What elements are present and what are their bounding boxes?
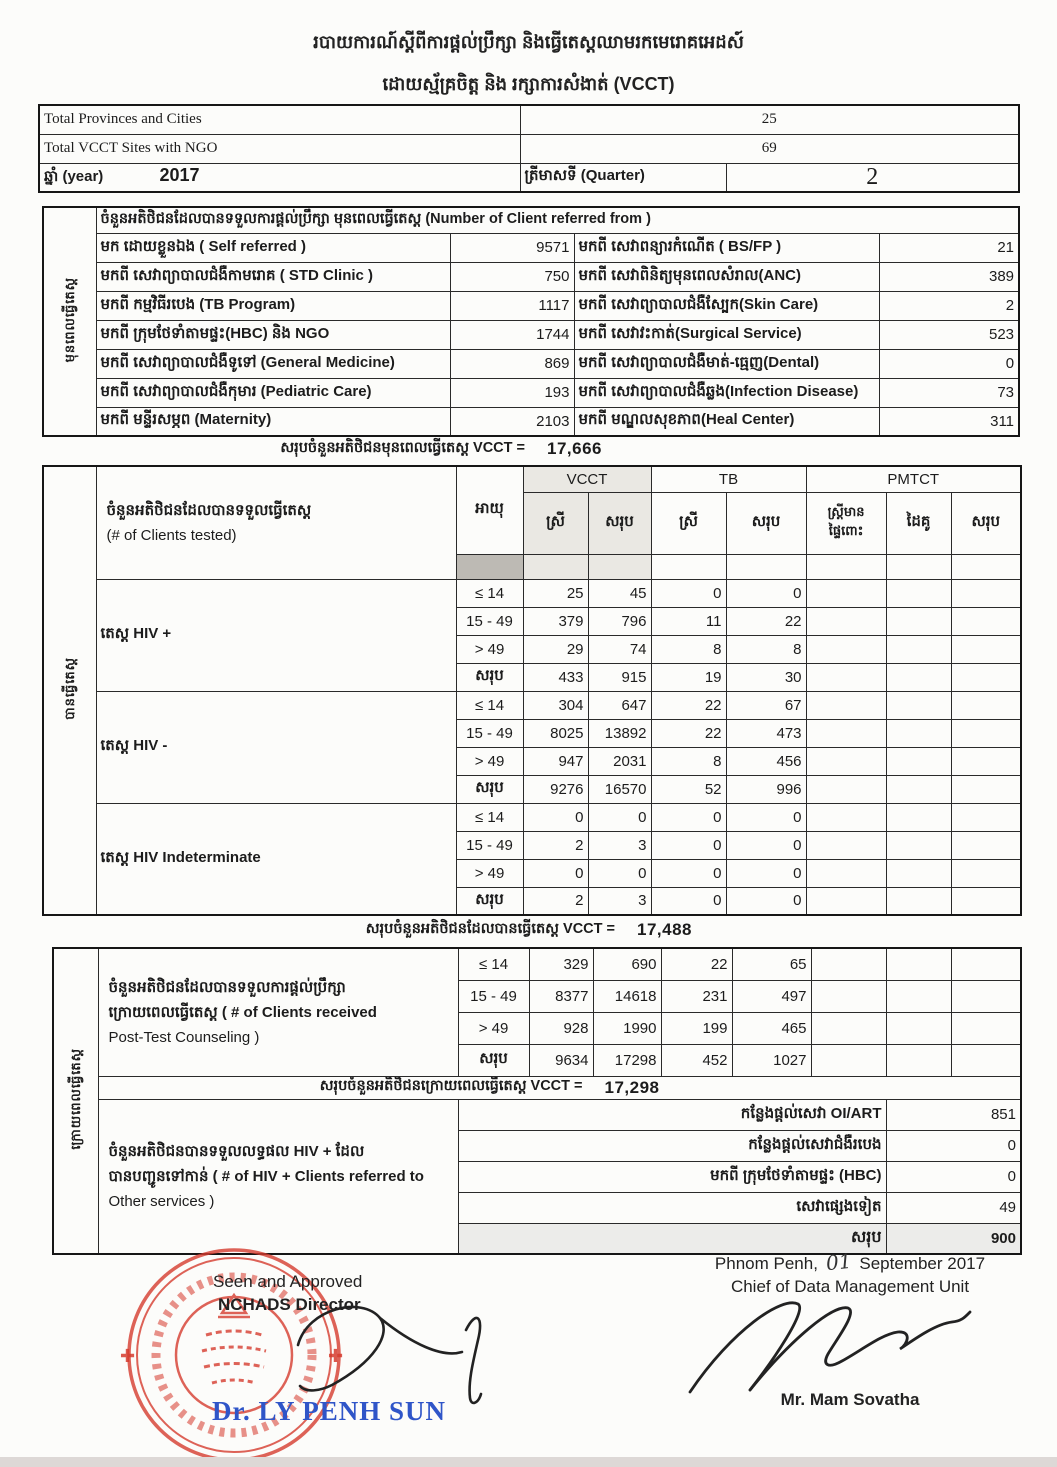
value-cell: 2031 (588, 747, 651, 775)
value-cell: 3 (588, 887, 651, 915)
age-total-cell: សរុប (456, 775, 523, 803)
value-cell: 379 (523, 607, 588, 635)
empty-cell (951, 607, 1021, 635)
age-cell: > 49 (456, 747, 523, 775)
approved-line2: NCHADS Director (218, 1295, 361, 1314)
block-label-hiv-negative: តេស្ត HIV - (96, 691, 456, 803)
value-cell: 2 (523, 831, 588, 859)
referral-header: ចំនួនអតិថិជនដែលបានទទួលការផ្តល់ប្រឹក្សា មុនពេលធ្វើតេស្ត (Number of Client referred from ) (96, 207, 1019, 233)
pretest-summary-value: 17,666 (547, 439, 602, 458)
empty-cell (951, 1012, 1021, 1044)
value-cell: 9276 (523, 775, 588, 803)
empty-cell (811, 980, 886, 1012)
empty-cell (806, 887, 886, 915)
value-cell: 74 (588, 635, 651, 663)
value-cell: 456 (726, 747, 806, 775)
value-cell: 0 (588, 859, 651, 887)
stamp-cross-right-icon: ✚ (328, 1346, 344, 1367)
block-label-hiv-indeterminate: តេស្ត HIV Indeterminate (96, 803, 456, 915)
value-cell: 9634 (529, 1044, 593, 1076)
value-cell: 0 (726, 859, 806, 887)
referredout-label: កន្លែងផ្តល់សេវា OI/ART (458, 1099, 886, 1130)
value-cell: 1027 (732, 1044, 811, 1076)
value-cell: 22 (661, 948, 732, 980)
value-cell: 0 (651, 831, 726, 859)
empty-cell (886, 948, 951, 980)
referredout-value: 49 (886, 1192, 1021, 1223)
value-cell: 30 (726, 663, 806, 691)
side-label-tested: បានធ្វើតេស្ត (62, 657, 78, 720)
value-cell: 52 (651, 775, 726, 803)
col-header-pmtct-pregnant: ស្ត្រីមានផ្ទៃពោះ (806, 492, 886, 554)
empty-cell (951, 747, 1021, 775)
value-cell: 0 (726, 887, 806, 915)
age-cell: > 49 (456, 635, 523, 663)
age-cell: > 49 (458, 1012, 529, 1044)
age-cell: 15 - 49 (456, 831, 523, 859)
referral-value: 2103 (450, 407, 574, 436)
chief-signature (670, 1292, 990, 1402)
referral-label: មកពី សេវាវះកាត់(Surgical Service) (574, 320, 879, 349)
age-cell: ≤ 14 (456, 803, 523, 831)
age-cell: 15 - 49 (458, 980, 529, 1012)
value-cell: 11 (651, 607, 726, 635)
empty-cell (886, 579, 951, 607)
tested-summary (95, 918, 692, 942)
empty-cell (951, 948, 1021, 980)
value-cell: 19 (651, 663, 726, 691)
tested-summary-value: 17,488 (637, 920, 692, 939)
empty-cell (951, 980, 1021, 1012)
place-date-line (650, 1250, 1050, 1274)
empty-cell (951, 775, 1021, 803)
quarter-value: 2 (726, 163, 1019, 192)
value-cell: 8025 (523, 719, 588, 747)
value-cell: 796 (588, 607, 651, 635)
empty-cell (951, 579, 1021, 607)
value-cell: 465 (732, 1012, 811, 1044)
referral-label: មកពី ក្រុមថែទាំតាមផ្ទះ(HBC) និង NGO (96, 320, 450, 349)
referredout-total-label: សរុប (458, 1223, 886, 1254)
empty-cell (806, 859, 886, 887)
age-column-header: អាយុ (456, 466, 523, 554)
value-cell: 22 (651, 719, 726, 747)
empty-cell (523, 554, 588, 579)
posttest-summary (103, 1077, 1017, 1098)
value-cell: 0 (726, 803, 806, 831)
referral-label: មកពី សេវាព្យាបាលជំងឺឆ្លង(Infection Disease) (574, 378, 879, 407)
empty-cell (951, 663, 1021, 691)
approved-name: Dr. LY PENH SUN (212, 1396, 447, 1426)
value-cell: 8 (726, 635, 806, 663)
side-cell-pretest (43, 207, 96, 436)
col-header-vcct-female: ស្រី (523, 492, 588, 554)
referral-table (42, 206, 1020, 437)
referral-value: 193 (450, 378, 574, 407)
empty-cell (806, 803, 886, 831)
value-cell: 0 (651, 887, 726, 915)
value-cell: 0 (726, 831, 806, 859)
info-table (38, 104, 1020, 193)
value-cell: 45 (588, 579, 651, 607)
empty-cell (951, 1044, 1021, 1076)
value-cell: 16570 (588, 775, 651, 803)
posttest-summary-cell (98, 1076, 1021, 1099)
empty-cell (886, 691, 951, 719)
side-cell-tested (43, 466, 96, 915)
posttest-summary-label: សរុបចំនួនអតិថិជនក្រោយពេលធ្វើតេស្ត VCCT = (319, 1078, 583, 1094)
referral-label: មកពី មណ្ឌលសុខភាព(Heal Center) (574, 407, 879, 436)
group-header-pmtct: PMTCT (806, 466, 1021, 492)
empty-cell (951, 635, 1021, 663)
value-cell: 231 (661, 980, 732, 1012)
value-cell: 65 (732, 948, 811, 980)
value-cell: 25 (523, 579, 588, 607)
value-cell: 14618 (593, 980, 661, 1012)
tested-desc-km: ចំនួនអតិថិជនដែលបានទទួលធ្វើតេស្ត (106, 501, 312, 519)
pretest-summary (95, 437, 602, 461)
referredout-label: កន្លែងផ្តល់សេវាជំងឺរបេង (458, 1130, 886, 1161)
info-label-sites: Total VCCT Sites with NGO (39, 134, 520, 163)
referral-label: មកពី សេវាព្យាបាលជំងឺស្បែក(Skin Care) (574, 291, 879, 320)
value-cell: 22 (651, 691, 726, 719)
right-title: Chief of Data Management Unit (730, 1277, 970, 1296)
col-header-tb-female: ស្រី (651, 492, 726, 554)
referral-label: មកពី សេវាពិនិត្យមុនពេលសំរាល(ANC) (574, 262, 879, 291)
age-cell: ≤ 14 (458, 948, 529, 980)
referral-label: មកពី សេវាព្យាបាលជំងឺកុមារ (Pediatric Care) (96, 378, 450, 407)
col-header-pmtct-partner: ដៃគូ (886, 492, 951, 554)
value-cell: 433 (523, 663, 588, 691)
value-cell: 497 (732, 980, 811, 1012)
value-cell: 0 (651, 579, 726, 607)
empty-cell (806, 554, 886, 579)
empty-cell (886, 980, 951, 1012)
value-cell: 2 (523, 887, 588, 915)
referral-value: 21 (879, 233, 1019, 262)
value-cell: 947 (523, 747, 588, 775)
empty-cell (806, 719, 886, 747)
empty-cell (886, 803, 951, 831)
empty-cell (886, 859, 951, 887)
empty-cell (886, 635, 951, 663)
value-cell: 0 (588, 803, 651, 831)
year-value: 2017 (159, 165, 200, 186)
age-spacer-cell (456, 554, 523, 579)
age-total-cell: សរុប (456, 887, 523, 915)
referral-value: 750 (450, 262, 574, 291)
referredout-desc-line3: Other services ) (108, 1192, 215, 1210)
side-cell-posttest (53, 948, 98, 1254)
empty-cell (811, 1044, 886, 1076)
handwritten-day: 01 (824, 1248, 853, 1276)
age-cell: ≤ 14 (456, 579, 523, 607)
value-cell: 67 (726, 691, 806, 719)
posttest-group-table (52, 947, 1022, 1255)
footer-right-block (650, 1250, 1050, 1297)
age-total-cell: សរុប (456, 663, 523, 691)
value-cell: 29 (523, 635, 588, 663)
approved-line1: Seen and Approved (213, 1272, 363, 1291)
referredout-desc-line2: បានបញ្ជូនទៅកាន់ ( # of HIV + Clients referred to (108, 1167, 424, 1185)
referral-value: 869 (450, 349, 574, 378)
empty-cell (806, 579, 886, 607)
value-cell: 0 (523, 803, 588, 831)
empty-cell (886, 663, 951, 691)
tested-desc-cell (96, 466, 456, 579)
value-cell: 17298 (593, 1044, 661, 1076)
posttest-desc-line1: ចំនួនអតិថិជនដែលបានទទួលការផ្តល់ប្រឹក្សា (108, 978, 346, 996)
empty-cell (886, 607, 951, 635)
report-title-line2: ដោយស្ម័គ្រចិត្ត និង រក្សាការសំងាត់ (VCCT) (382, 74, 675, 94)
age-total-cell: សរុប (458, 1044, 529, 1076)
referral-value: 2 (879, 291, 1019, 320)
value-cell: 0 (523, 859, 588, 887)
tested-table (42, 465, 1022, 916)
value-cell: 996 (726, 775, 806, 803)
referral-value: 389 (879, 262, 1019, 291)
empty-cell (951, 719, 1021, 747)
col-header-pmtct-total: សរុប (951, 492, 1021, 554)
quarter-label: ត្រីមាសទី (Quarter) (520, 163, 726, 192)
empty-cell (806, 831, 886, 859)
referral-value: 523 (879, 320, 1019, 349)
referredout-label: មកពី ក្រុមថែទាំតាមផ្ទះ (HBC) (458, 1161, 886, 1192)
referredout-value: 0 (886, 1130, 1021, 1161)
year-label: ឆ្នាំ (year) (44, 168, 104, 186)
empty-cell (806, 607, 886, 635)
value-cell: 8377 (529, 980, 593, 1012)
col-header-vcct-total: សរុប (588, 492, 651, 554)
referral-value: 0 (879, 349, 1019, 378)
referral-label: មកពី សេវាព្យាបាលជំងឺកាមរោគ ( STD Clinic ) (96, 262, 450, 291)
empty-cell (951, 803, 1021, 831)
referral-label: មកពី កម្មវិធីរបេង (TB Program) (96, 291, 450, 320)
empty-cell (726, 554, 806, 579)
value-cell: 690 (593, 948, 661, 980)
date-text: September 2017 (859, 1254, 986, 1273)
stamp-cross-left-icon: ✚ (120, 1346, 136, 1367)
value-cell: 928 (529, 1012, 593, 1044)
empty-cell (806, 747, 886, 775)
value-cell: 304 (523, 691, 588, 719)
empty-cell (886, 1044, 951, 1076)
tested-desc-en: (# of Clients tested) (106, 526, 237, 544)
info-label-provinces: Total Provinces and Cities (39, 105, 520, 134)
posttest-desc-line2: ក្រោយពេលធ្វើតេស្ត ( # of Clients received (108, 1003, 377, 1021)
value-cell: 0 (651, 859, 726, 887)
referredout-label: សេវាផ្សេងទៀត (458, 1192, 886, 1223)
posttest-summary-value: 17,298 (604, 1077, 660, 1097)
empty-cell (951, 887, 1021, 915)
empty-cell (588, 554, 651, 579)
posttest-desc-cell (98, 948, 458, 1076)
referral-value: 311 (879, 407, 1019, 436)
referredout-desc-cell (98, 1099, 458, 1254)
empty-cell (886, 719, 951, 747)
referral-value: 1744 (450, 320, 574, 349)
empty-cell (811, 1012, 886, 1044)
referral-value: 1117 (450, 291, 574, 320)
value-cell: 8 (651, 635, 726, 663)
chief-name: Mr. Mam Sovatha (780, 1390, 920, 1409)
side-label-posttest: ក្រោយពេលធ្វើតេស្ត (68, 1048, 84, 1150)
value-cell: 452 (661, 1044, 732, 1076)
empty-cell (651, 554, 726, 579)
value-cell: 0 (726, 579, 806, 607)
empty-cell (806, 663, 886, 691)
empty-cell (951, 554, 1021, 579)
empty-cell (951, 859, 1021, 887)
block-label-hiv-positive: តេស្ត HIV + (96, 579, 456, 691)
scan-edge-band (0, 1457, 1057, 1467)
empty-cell (886, 887, 951, 915)
age-cell: > 49 (456, 859, 523, 887)
value-cell: 8 (651, 747, 726, 775)
group-header-tb: TB (651, 466, 806, 492)
empty-cell (951, 831, 1021, 859)
info-value-provinces: 25 (520, 105, 1019, 134)
value-cell: 22 (726, 607, 806, 635)
referral-value: 9571 (450, 233, 574, 262)
empty-cell (951, 691, 1021, 719)
referredout-value: 0 (886, 1161, 1021, 1192)
referral-label: មកពី សេវាពន្យារកំណើត ( BS/FP ) (574, 233, 879, 262)
year-cell (39, 163, 520, 192)
tested-summary-label: សរុបចំនួនអតិថិជនដែលបានធ្វើតេស្ត VCCT = (365, 920, 615, 937)
value-cell: 1990 (593, 1012, 661, 1044)
referral-label: មក ដោយខ្លួនឯង ( Self referred ) (96, 233, 450, 262)
empty-cell (886, 775, 951, 803)
posttest-desc-line3: Post-Test Counseling ) (108, 1028, 260, 1046)
age-cell: 15 - 49 (456, 719, 523, 747)
referral-label: មកពី សេវាព្យាបាលជំងឺមាត់-ធ្មេញ(Dental) (574, 349, 879, 378)
pretest-summary-label: សរុបចំនួនអតិថិជនមុនពេលធ្វើតេស្ត VCCT = (280, 439, 525, 456)
value-cell: 647 (588, 691, 651, 719)
group-header-vcct: VCCT (523, 466, 651, 492)
value-cell: 0 (651, 803, 726, 831)
referredout-desc-line1: ចំនួនអតិថិជនបានទទួលលទ្ធផល HIV + ដែល (108, 1142, 365, 1160)
place-text: Phnom Penh, (714, 1254, 818, 1273)
empty-cell (811, 948, 886, 980)
referral-label: មកពី មន្ទីរសម្ភព (Maternity) (96, 407, 450, 436)
col-header-tb-total: សរុប (726, 492, 806, 554)
side-label-pretest: មុនពេលធ្វើតេស្ត (62, 276, 78, 363)
referral-label: មកពី សេវាព្យាបាលជំងឺទូទៅ (General Medicine) (96, 349, 450, 378)
age-cell: 15 - 49 (456, 607, 523, 635)
value-cell: 915 (588, 663, 651, 691)
empty-cell (886, 1012, 951, 1044)
info-value-sites: 69 (520, 134, 1019, 163)
referredout-total-value: 900 (886, 1223, 1021, 1254)
empty-cell (886, 747, 951, 775)
empty-cell (806, 635, 886, 663)
value-cell: 13892 (588, 719, 651, 747)
value-cell: 329 (529, 948, 593, 980)
referredout-value: 851 (886, 1099, 1021, 1130)
value-cell: 473 (726, 719, 806, 747)
value-cell: 3 (588, 831, 651, 859)
age-cell: ≤ 14 (456, 691, 523, 719)
empty-cell (806, 775, 886, 803)
empty-cell (886, 554, 951, 579)
empty-cell (886, 831, 951, 859)
empty-cell (806, 691, 886, 719)
referral-value: 73 (879, 378, 1019, 407)
value-cell: 199 (661, 1012, 732, 1044)
report-title-line1: របាយការណ៍ស្តីពីការផ្តល់ប្រឹក្សា និងធ្វើតេស្តឈាមរកមេរោគអេដស៍ (313, 32, 744, 52)
